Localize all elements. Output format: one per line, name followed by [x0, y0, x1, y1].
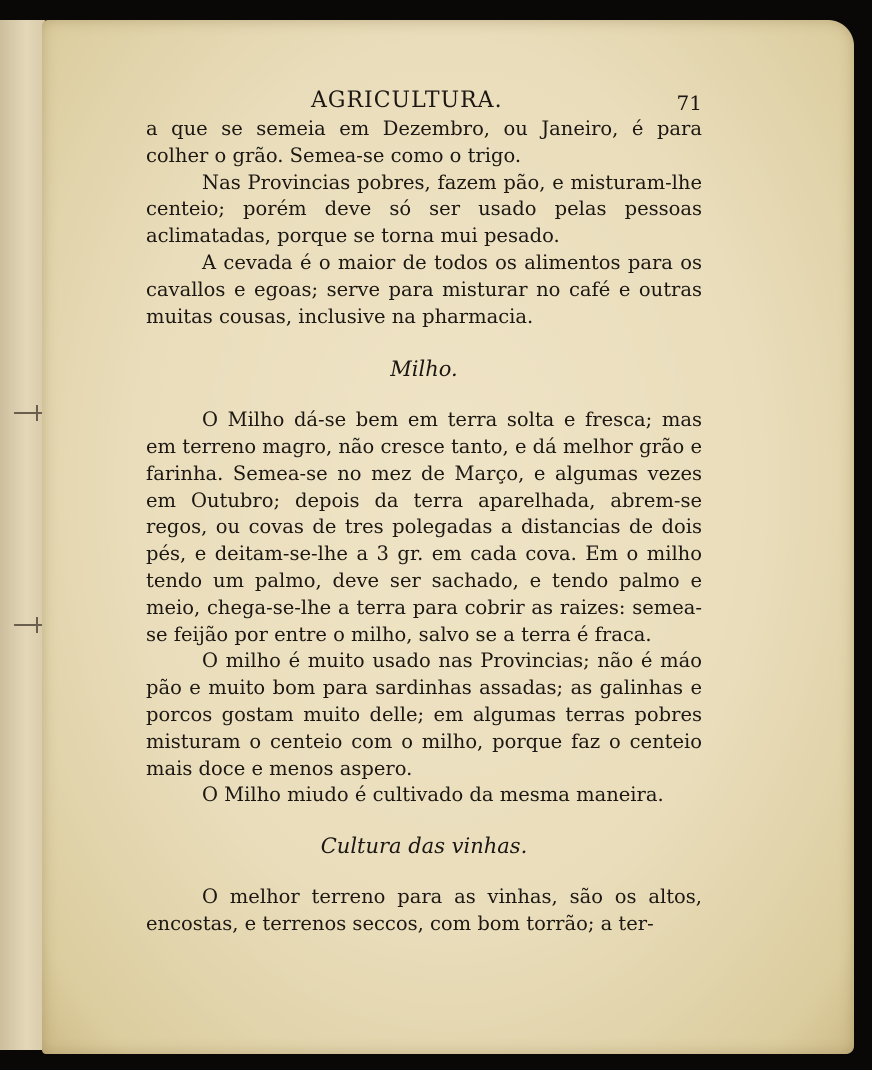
- margin-mark: [14, 624, 44, 626]
- page-content: [146, 86, 702, 938]
- left-page-edge: [0, 20, 45, 1050]
- running-head: [146, 86, 702, 116]
- paragraph: O melhor terreno para as vinhas, são os altos, encostas, e terrenos seccos, com bom torrão; a ter-: [146, 884, 702, 935]
- book-page: [42, 20, 854, 1054]
- paragraph: a que se semeia em Dezembro, ou Janeiro, é para colher o grão. Semea-se como o trigo.: [146, 117, 702, 167]
- section-heading-vinhas: Cultura das vinhas.: [320, 834, 528, 859]
- paragraph: O Milho dá-se bem em terra solta e fresca; mas em terreno magro, não cresce tanto, e dá melhor grão e farinha. Semea-se no mez de Março, e algumas vezes em Outubro; depois da terra aparelhada, abrem-se regos, ou covas de tres polegadas a distancias de dois pés, e deitam-se-lhe a 3 gr. em cada cova. Em o milho tendo um palmo, deve ser sachado, e tendo palmo e meio, chega-se-lhe a terra para cobrir as raizes: semea-se feijão por entre o milho, salvo se a terra é fraca.: [146, 408, 702, 646]
- paragraph: A cevada é o maior de todos os alimentos para os cavallos e egoas; serve para misturar no café e outras muitas cousas, inclusive na pharmacia.: [146, 250, 702, 328]
- running-title: AGRICULTURA.: [311, 88, 503, 113]
- margin-mark: [14, 412, 44, 414]
- section-heading-milho: Milho.: [390, 357, 458, 382]
- paragraph: Nas Provincias pobres, fazem pão, e misturam-lhe centeio; porém deve só ser usado pelas pessoas aclimatadas, porque se torna mui pesado.: [146, 170, 702, 248]
- page-number: 71: [676, 91, 702, 115]
- paragraph: O Milho miudo é cultivado da mesma maneira.: [202, 783, 664, 807]
- paragraph: O milho é muito usado nas Provincias; não é máo pão e muito bom para sardinhas assadas; as galinhas e porcos gostam muito delle; em algumas terras pobres misturam o centeio com o milho, porque faz o centeio mais doce e menos aspero.: [146, 649, 702, 780]
